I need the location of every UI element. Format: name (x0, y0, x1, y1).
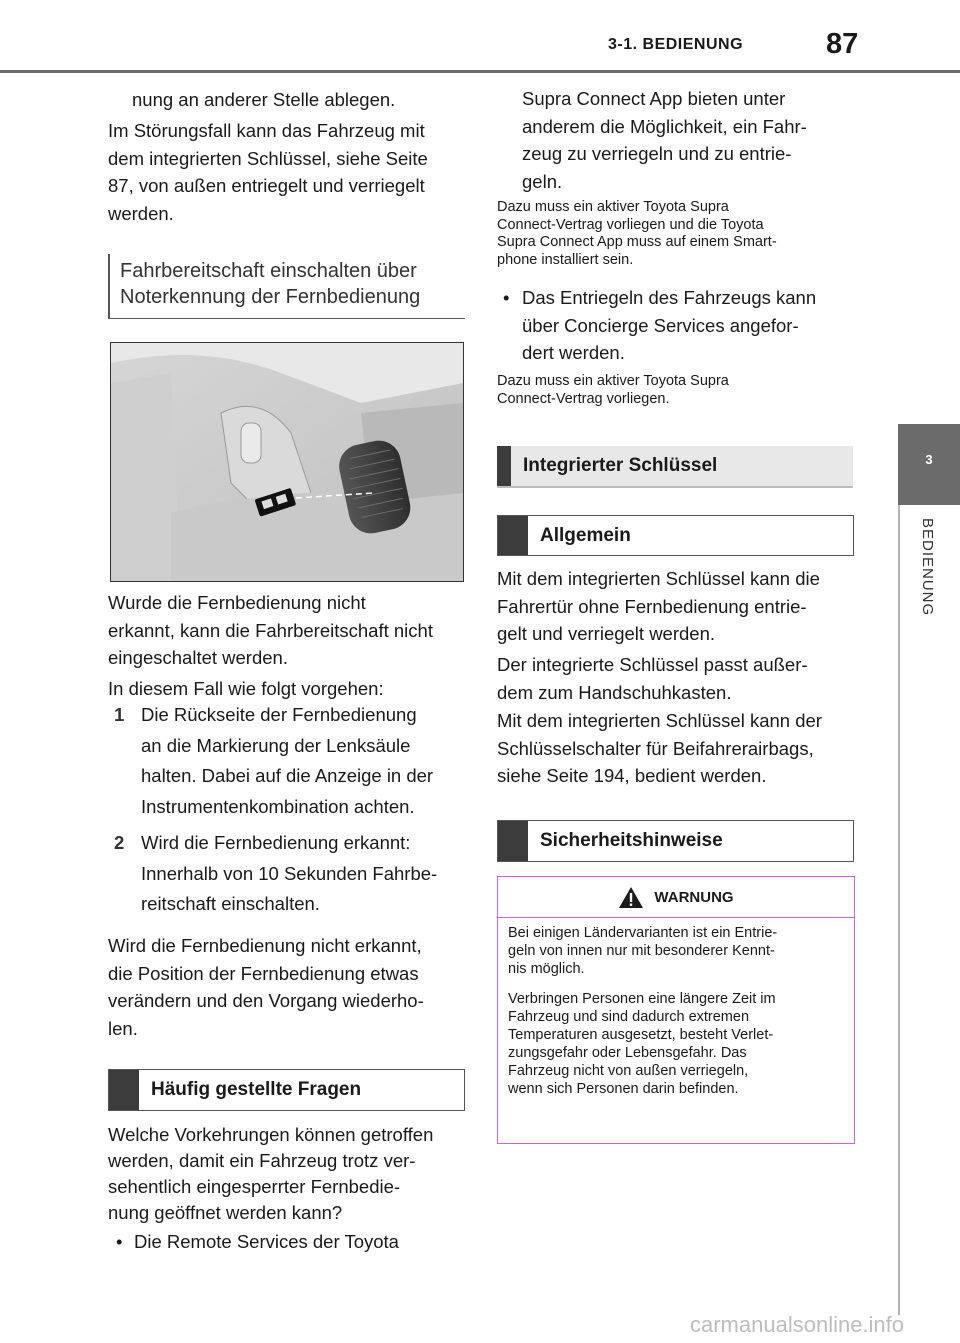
warning-triangle-icon (618, 886, 644, 909)
warning-title: WARNUNG (654, 888, 734, 906)
malfunction-paragraph: Im Störungsfall kann das Fahrzeug mit dem integrierten Schlüssel, siehe Seite 87, von außen entriegelt und verriegelt werden. (108, 120, 428, 224)
faq-heading: Häufig gestellte Fragen (151, 1079, 362, 1100)
safety-heading: Sicherheitshinweise (540, 830, 723, 851)
section-heading-box (497, 446, 853, 488)
heading-bar (498, 821, 528, 861)
step-2: 2 Wird die Fernbedienung erkannt: Innerhalb von 10 Sekunden Fahrbe- reitschaft einschalten. (114, 828, 474, 920)
not-detected-paragraph: Wurde die Fernbedienung nicht erkannt, kann die Fahrbereitschaft nicht eingeschaltet werden. (108, 592, 433, 668)
section-title: 3-1. BEDIENUNG (608, 36, 744, 53)
safety-heading-box (497, 820, 854, 862)
watermark: carmanualsonline.info (690, 1312, 905, 1337)
step-1: 1 Die Rückseite der Fernbedienung an die Markierung der Lenksäule halten. Dabei auf die Anzeige in der Instrumentenkombination achten. (114, 700, 474, 822)
heading-bar (498, 516, 528, 555)
warning-paragraph-1: Bei einigen Ländervarianten ist ein Entrie- geln von innen nur mit besonderer Kennt- nis möglich. (508, 925, 778, 977)
page-number: 87 (826, 28, 859, 60)
section-heading: Integrierter Schlüssel (523, 455, 718, 476)
continued-text: nung an anderer Stelle ablegen. (132, 89, 396, 110)
warning-header (498, 877, 854, 918)
glovebox-paragraph: Der integrierte Schlüssel passt außer- dem zum Handschuhkasten. (497, 654, 808, 703)
procedure-steps (114, 700, 474, 926)
chapter-tab[interactable] (898, 424, 960, 505)
faq-question: Welche Vorkehrungen können getroffen werden, damit ein Fahrzeug trotz ver- sehentlich eingesperrter Fernbedie- nung geöffnet werden kann? (108, 1124, 434, 1223)
step-number: 1 (114, 704, 125, 725)
general-heading: Allgemein (540, 524, 631, 546)
heading-bar (497, 446, 511, 486)
step-number: 2 (114, 832, 125, 853)
chapter-number: 3 (925, 452, 933, 467)
bullet-concierge: • Das Entriegeln des Fahrzeugs kann über Concierge Services angefor- dert werden. (503, 287, 817, 363)
heading-bar (109, 1070, 139, 1110)
contract-note-1: Dazu muss ein aktiver Toyota Supra Connect-Vertrag vorliegen und die Toyota Supra Connect App muss auf einem Smart- phone installiert sein. (497, 199, 777, 268)
steering-column-illustration (110, 342, 464, 582)
contract-note-2: Dazu muss ein aktiver Toyota Supra Connect-Vertrag vorliegen. (497, 373, 729, 407)
header-rule (0, 70, 960, 73)
procedure-intro: In diesem Fall wie folgt vorgehen: (108, 678, 384, 699)
warning-box (497, 876, 855, 1144)
retry-paragraph: Wird die Fernbedienung nicht erkannt, die Position der Fernbedienung etwas verändern und den Vorgang wiederho- len. (108, 935, 424, 1039)
remote-services-continued: Supra Connect App bieten unter anderem die Möglichkeit, ein Fahr- zeug zu verriegeln und zu entrie- geln. (522, 88, 807, 192)
general-heading-box (497, 515, 854, 556)
warning-paragraph-2: Verbringen Personen eine längere Zeit im Fahrzeug und sind dadurch extremen Temperaturen ausgesetzt, besteht Verlet- zungsgefahr oder Lebensgefahr. Das Fahrzeug nicht von außen verriegeln, wenn sich Personen darin befinden. (508, 991, 776, 1097)
faq-heading-box (108, 1069, 465, 1111)
general-paragraph: Mit dem integrierten Schlüssel kann die Fahrertür ohne Fernbedienung entrie- gelt und verriegelt werden. (497, 568, 820, 644)
subheading-emergency-detection: Fahrbereitschaft einschalten über Noterkennung der Fernbedienung (108, 254, 465, 319)
chapter-label: BEDIENUNG (919, 518, 936, 617)
airbag-switch-paragraph: Mit dem integrierten Schlüssel kann der Schlüsselschalter für Beifahrerairbags, siehe Seite 194, bedient werden. (497, 710, 822, 786)
bullet-remote-services: • Die Remote Services der Toyota (116, 1231, 399, 1252)
chapter-rule (898, 505, 900, 1315)
